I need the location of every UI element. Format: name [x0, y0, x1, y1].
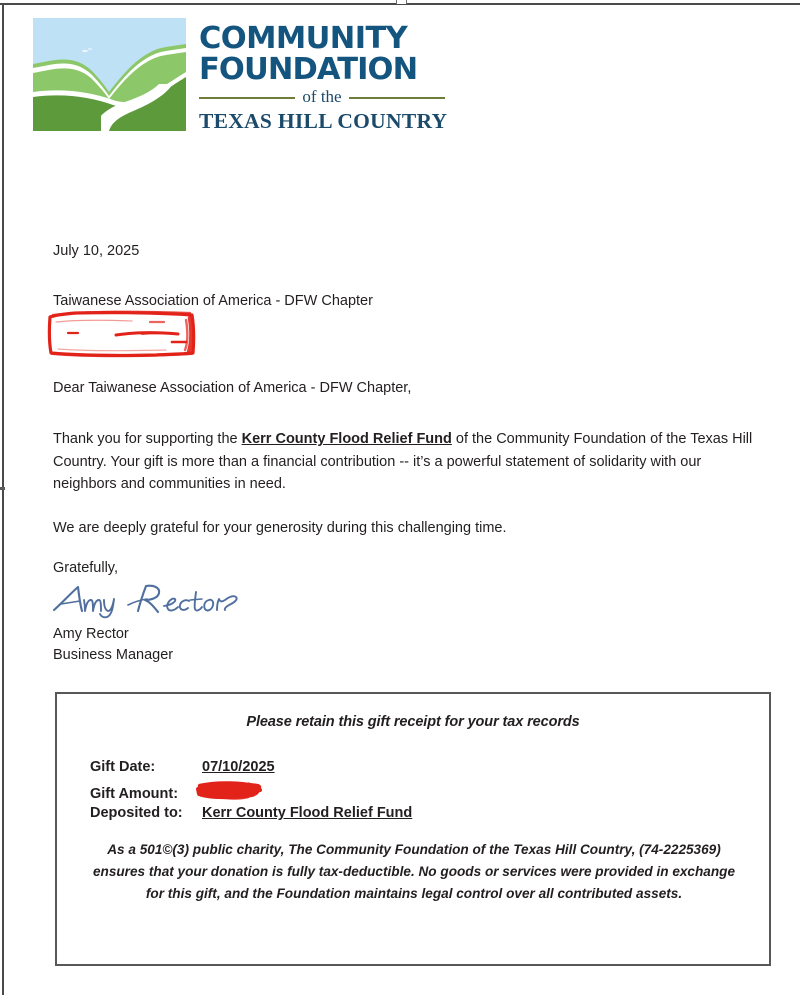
- scan-edge-top-notch: [396, 0, 407, 4]
- signature-image: [52, 583, 252, 619]
- para1-part1: Thank you for supporting the: [53, 431, 242, 447]
- gift-amount-label: Gift Amount:: [90, 786, 179, 802]
- para1-part2: of the Community Foundation of the Texas Hill Country. Your gift is more than a financial contribution -- it’s a powerful statement of solidarity with our neighbors and communities in need.: [53, 431, 753, 492]
- logo-wordmark: [199, 21, 448, 134]
- logo-rule-right: [349, 97, 445, 99]
- gift-amount-redaction: [194, 781, 264, 800]
- letterhead: [33, 18, 448, 136]
- signer-name: Amy Rector: [53, 626, 129, 642]
- gift-date-value: 07/10/2025: [202, 759, 275, 775]
- legal-line-3: for this gift, and the Foundation maintains legal control over all contributed assets.: [145, 886, 683, 901]
- deposited-to-label: Deposited to:: [90, 805, 183, 821]
- receipt-heading: Please retain this gift receipt for your tax records: [246, 714, 580, 730]
- legal-line-2: ensures that your donation is fully tax-deductible. No goods or services were provided in exchange: [92, 864, 736, 879]
- logo-line-foundation: FOUNDATION: [199, 52, 418, 87]
- gift-receipt-box: [55, 692, 771, 966]
- logo-line-texas-hill-country: TEXAS HILL COUNTRY: [199, 109, 448, 133]
- scan-edge-left: [2, 4, 4, 995]
- recipient-name: Taiwanese Association of America - DFW Chapter: [53, 293, 373, 309]
- legal-line-1: As a 501©(3) public charity, The Community Foundation of the Texas Hill Country, (74-2225369): [107, 842, 721, 857]
- signer-title: Business Manager: [53, 647, 174, 663]
- closing-line: Gratefully,: [53, 560, 119, 576]
- logo-rule-left: [199, 97, 295, 99]
- receipt-row: [90, 759, 412, 782]
- hill-country-landscape-logo-icon: [33, 18, 186, 131]
- logo-line-community: COMMUNITY: [199, 21, 408, 56]
- address-redaction-box: [46, 310, 198, 358]
- receipt-legal-text: [79, 839, 749, 905]
- gift-date-label: Gift Date:: [90, 759, 156, 775]
- fund-name-bold: Kerr County Flood Relief Fund: [241, 431, 452, 447]
- scan-edge-left-notch: [0, 487, 5, 490]
- paragraph-thank-you: [53, 428, 755, 496]
- deposited-to-value: Kerr County Flood Relief Fund: [202, 805, 413, 821]
- logo-line-of-the: of the: [302, 87, 342, 106]
- logo-of-the-row: [199, 88, 445, 108]
- letter-date: July 10, 2025: [53, 243, 140, 259]
- receipt-row: [90, 805, 412, 828]
- paragraph-gratitude: We are deeply grateful for your generosity during this challenging time.: [53, 520, 507, 536]
- salutation: Dear Taiwanese Association of America - DFW Chapter,: [53, 380, 412, 396]
